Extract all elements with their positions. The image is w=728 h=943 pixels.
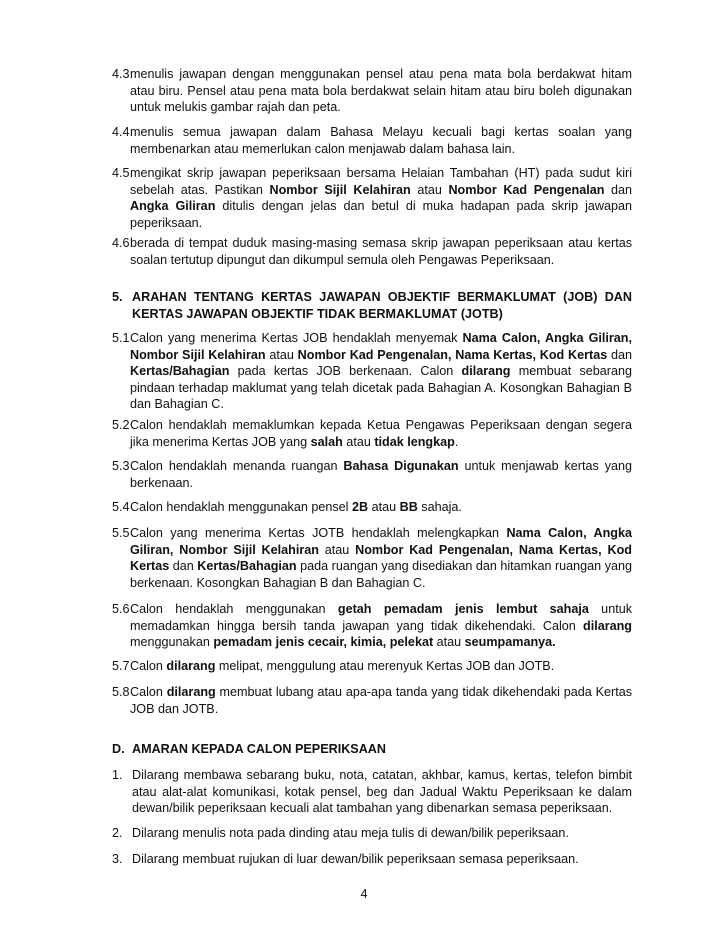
item-number: 5.4 — [112, 500, 130, 514]
item-number: 4.4 — [112, 125, 130, 139]
item-text — [130, 767, 632, 817]
bold-text: Nombor Sijil Kelahiran — [269, 182, 411, 197]
section-d-heading — [112, 741, 632, 758]
item-number: D. — [112, 742, 125, 756]
item-number: 5.1 — [112, 331, 130, 345]
bold-text: Kertas/Bahagian — [197, 559, 297, 574]
text-run: atau — [410, 182, 449, 197]
bold-text: Nombor Kad Pengenalan, Nama Kertas, Kod Kertas — [297, 347, 608, 362]
item-4-5 — [112, 165, 632, 231]
page-number: 4 — [360, 887, 368, 901]
text-run: sahaja. — [417, 500, 462, 514]
item-number: 2. — [112, 826, 123, 840]
item-5-6 — [112, 601, 632, 651]
bold-text: dilarang — [166, 685, 216, 699]
text-run: menulis semua jawapan dalam Bahasa Melayu kecuali bagi kertas soalan yang membenarkan atau memerlukan calon menjawab dalam bahasa lain. — [130, 125, 632, 156]
item-text — [130, 417, 632, 450]
bold-text: ARAHAN TENTANG KERTAS JAWAPAN OBJEKTIF BERMAKLUMAT (JOB) DAN KERTAS JAWAPAN OBJEKTIF TIDAK BERMAKLUMAT (JOTB) — [132, 290, 632, 321]
text-run: mengikat skrip jawapan peperiksaan bersama Helaian Tambahan (HT) pada sudut kiri sebelah atas. Pastikan — [130, 166, 632, 197]
text-run: menggunakan — [130, 635, 214, 650]
text-run: Dilarang membuat rujukan di luar dewan/bilik peperiksaan semasa peperiksaan. — [132, 852, 579, 866]
bold-text: Nombor Kad Pengenalan, Nama Kertas, Kod Kertas — [130, 542, 632, 574]
text-run: pada ruangan yang disediakan dan hitamkan ruangan yang berkenaan. Kosongkan Bahagian B dan Bahagian C. — [130, 559, 632, 590]
text-run: . — [454, 434, 459, 449]
item-5-1 — [112, 330, 632, 413]
item-text — [130, 289, 632, 322]
text-run: dan — [607, 347, 632, 362]
text-run: atau — [318, 542, 356, 557]
item-number: 5.6 — [112, 602, 130, 616]
item-5-8 — [112, 684, 632, 717]
bold-text: Nama Calon, Angka Giliran, Nombor Sijil Kelahiran — [130, 331, 632, 362]
text-run: membuat sebarang pindaan terhadap maklumat yang telah dicetak pada Bahagian A. Kosongkan Bahagian B dan Bahagian C. — [130, 364, 632, 412]
item-text — [130, 658, 632, 675]
bold-text: Nombor Kad Pengenalan — [448, 182, 605, 197]
item-number: 5.3 — [112, 459, 130, 473]
text-run: Calon yang menerima Kertas JOB hendaklah menyemak — [130, 331, 463, 345]
item-4-4 — [112, 124, 632, 157]
text-run: membuat lubang atau apa-apa tanda yang tidak dikehendaki pada Kertas JOB dan JOTB. — [130, 685, 633, 716]
item-number: 5.8 — [112, 685, 130, 699]
text-run: untuk memadamkan hingga bersih tanda jawapan yang tidak dikehendaki. Calon — [130, 602, 632, 633]
bold-text: Bahasa Digunakan — [343, 459, 459, 473]
bold-text: pemadam jenis cecair, kimia, pelekat — [213, 635, 434, 650]
text-run: atau — [433, 635, 465, 650]
warning-1 — [112, 767, 632, 817]
item-4-3 — [112, 66, 632, 116]
item-number: 4.5 — [112, 166, 130, 180]
item-text — [130, 525, 632, 591]
item-text — [130, 741, 632, 758]
text-run: dan — [604, 182, 632, 197]
bold-text: dilarang — [583, 618, 632, 633]
bold-text: dilarang — [461, 364, 511, 379]
item-5-7 — [112, 658, 632, 675]
item-5-4 — [112, 499, 632, 516]
text-run: melipat, menggulung atau merenyuk Kertas JOB dan JOTB. — [215, 659, 555, 673]
item-number: 3. — [112, 852, 123, 866]
text-run: atau — [368, 500, 400, 514]
item-text — [130, 165, 632, 231]
text-run: atau — [342, 434, 375, 449]
item-text — [130, 66, 632, 116]
text-run: ditulis dengan jelas dan betul di muka hadapan pada skrip jawapan peperiksaan. — [130, 199, 632, 230]
text-run: Calon — [130, 685, 167, 699]
bold-text: seumpamanya. — [464, 635, 556, 650]
item-number: 5.2 — [112, 418, 130, 432]
text-run: pada kertas JOB berkenaan. Calon — [229, 364, 462, 379]
text-run: Calon hendaklah menanda ruangan — [130, 459, 344, 473]
text-run: untuk menjawab kertas yang berkenaan. — [130, 459, 633, 490]
bold-text: AMARAN KEPADA CALON PEPERIKSAAN — [132, 742, 386, 756]
item-text — [130, 499, 632, 516]
bold-text: BB — [399, 500, 418, 514]
text-run: dan — [169, 559, 198, 574]
section-5-heading — [112, 289, 632, 322]
warning-3 — [112, 851, 632, 868]
item-text — [130, 124, 632, 157]
item-4-6 — [112, 235, 632, 268]
bold-text: 2B — [351, 500, 369, 514]
item-number: 1. — [112, 768, 123, 782]
text-run: Calon hendaklah menggunakan — [130, 602, 338, 616]
item-number: 5. — [112, 290, 123, 304]
item-text — [130, 235, 632, 268]
bold-text: Nama Calon, Angka Giliran, Nombor Sijil Kelahiran — [130, 526, 632, 557]
text-run: Calon hendaklah menggunakan pensel — [130, 500, 352, 514]
item-text — [130, 330, 632, 413]
warning-2 — [112, 825, 632, 842]
text-run: Calon — [130, 659, 167, 673]
item-number: 4.6 — [112, 236, 130, 250]
item-5-3 — [112, 458, 632, 491]
item-text — [130, 458, 632, 491]
text-run: Calon hendaklah memaklumkan kepada Ketua Pengawas Peperiksaan dengan segera jika menerima Kertas JOB yang — [130, 418, 632, 449]
item-number: 5.7 — [112, 659, 130, 673]
bold-text: getah pemadam jenis lembut sahaja — [337, 602, 589, 616]
item-number: 5.5 — [112, 526, 130, 540]
item-text — [130, 825, 632, 842]
text-run: berada di tempat duduk masing-masing semasa skrip jawapan peperiksaan atau kertas soalan tertutup dipungut dan dikumpul semula oleh Pengawas Peperiksaan. — [130, 236, 632, 267]
item-5-2 — [112, 417, 632, 450]
bold-text: tidak lengkap — [374, 434, 455, 449]
text-run: atau — [265, 347, 298, 362]
bold-text: salah — [310, 434, 343, 449]
item-text — [130, 851, 632, 868]
item-number: 4.3 — [112, 67, 130, 81]
bold-text: Kertas/Bahagian — [130, 364, 230, 379]
text-run: menulis jawapan dengan menggunakan pensel atau pena mata bola berdakwat hitam atau biru. Pensel atau pena mata bola berdakwat selain hitam atau biru boleh digunakan untuk melukis gambar rajah dan peta. — [130, 67, 632, 115]
text-run: Calon yang menerima Kertas JOTB hendaklah melengkapkan — [130, 526, 507, 540]
item-text — [130, 601, 632, 651]
text-run: Dilarang membawa sebarang buku, nota, catatan, akhbar, kamus, kertas, telefon bimbit atau alat-alat komunikasi, kotak pensel, beg dan Jadual Waktu Peperiksaan ke dalam dewan/bilik peperiksaan kecuali alat tambahan yang dibenarkan semasa peperiksaan. — [132, 768, 632, 816]
item-text — [130, 684, 632, 717]
item-5-5 — [112, 525, 632, 591]
bold-text: dilarang — [166, 659, 216, 673]
bold-text: Angka Giliran — [130, 199, 216, 214]
text-run: Dilarang menulis nota pada dinding atau meja tulis di dewan/bilik peperiksaan. — [132, 826, 569, 840]
